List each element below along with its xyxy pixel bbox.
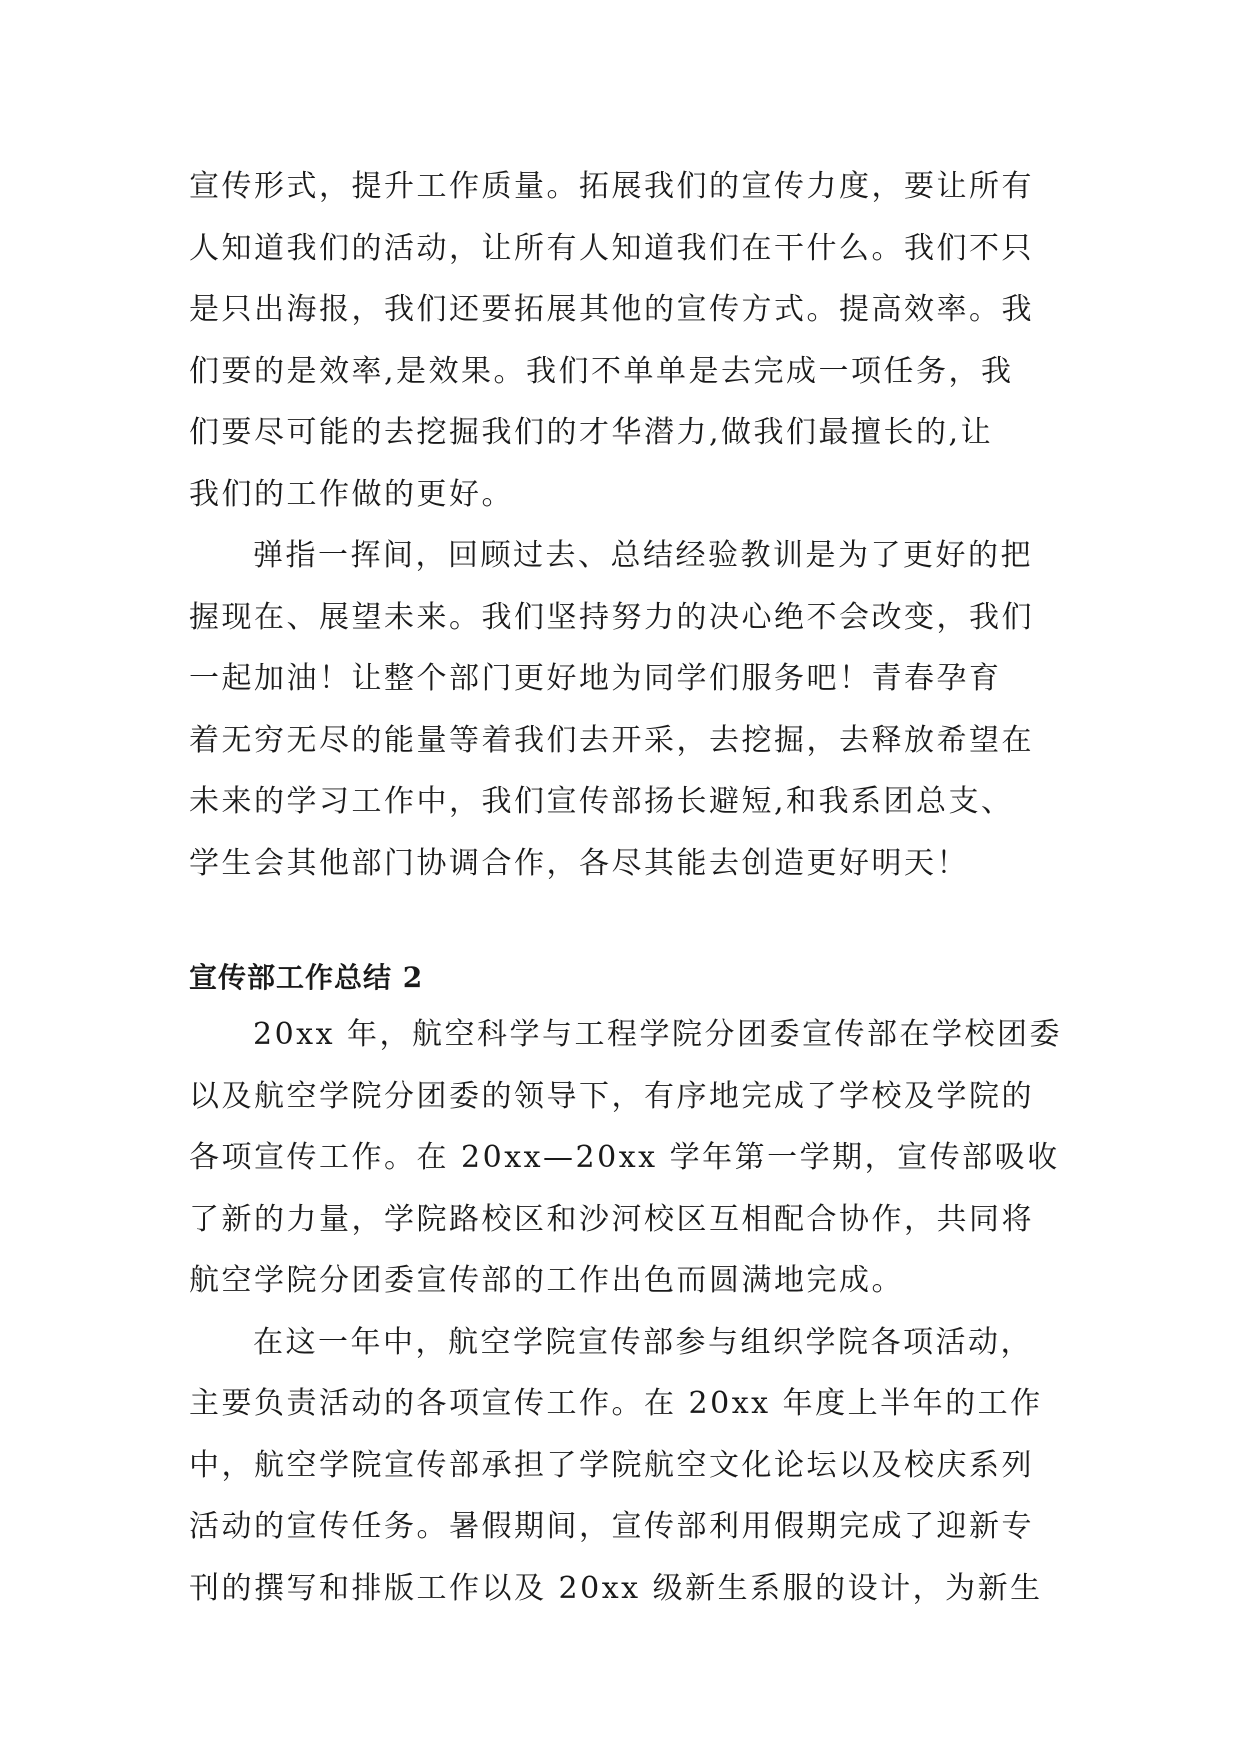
text-line: 握现在、展望未来。我们坚持努力的决心绝不会改变，我们: [189, 599, 1034, 635]
text-line: 弹指一挥间，回顾过去、总结经验教训是为了更好的把: [253, 538, 1033, 573]
text-line: 是只出海报，我们还要拓展其他的宣传方式。提高效率。我: [189, 292, 1034, 327]
text-line: 航空学院分团委宣传部的工作出色而圆满地完成。: [189, 1263, 904, 1298]
text-line: 20xx 年，航空科学与工程学院分团委宣传部在学校团委: [253, 1017, 1063, 1052]
section-paragraph-2: [189, 1312, 1043, 1620]
text-line: 了新的力量，学院路校区和沙河校区互相配合协作，共同将: [189, 1201, 1034, 1237]
text-line: 人知道我们的活动，让所有人知道我们在干什么。我们不只: [189, 230, 1034, 266]
text-line: 在这一年中，航空学院宣传部参与组织学院各项活动，: [253, 1324, 1033, 1360]
text-line: 宣传形式，提升工作质量。拓展我们的宣传力度，要让所有: [189, 169, 1034, 204]
text-line: 主要负责活动的各项宣传工作。在 20xx 年度上半年的工作: [189, 1386, 1043, 1421]
text-line: 中，航空学院宣传部承担了学院航空文化论坛以及校庆系列: [189, 1447, 1034, 1483]
text-line: 我们的工作做的更好。: [189, 476, 514, 512]
text-line: 以及航空学院分团委的领导下，有序地完成了学校及学院的: [189, 1078, 1034, 1114]
text-line: 未来的学习工作中，我们宣传部扬长避短,和我系团总支、: [189, 784, 1014, 819]
paragraph-2: [189, 525, 1039, 894]
text-line: 们要的是效率,是效果。我们不单单是去完成一项任务，我: [189, 353, 1014, 389]
text-line: 学生会其他部门协调合作，各尽其能去创造更好明天！: [189, 845, 969, 881]
text-line: 活动的宣传任务。暑假期间，宣传部利用假期完成了迎新专: [189, 1509, 1034, 1544]
text-line: 各项宣传工作。在 20xx—20xx 学年第一学期，宣传部吸收: [189, 1140, 1060, 1175]
text-line: 刊的撰写和排版工作以及 20xx 级新生系服的设计，为新生: [189, 1570, 1043, 1606]
document-body: [189, 156, 1063, 1619]
text-line: 一起加油！让整个部门更好地为同学们服务吧！青春孕育: [189, 661, 1002, 696]
text-line: 着无穷无尽的能量等着我们去开采，去挖掘，去释放希望在: [189, 722, 1034, 758]
paragraph-1: [189, 156, 1039, 525]
section-title: 宣传部工作总结 2: [189, 961, 424, 994]
paragraph-spacer: [189, 894, 1039, 952]
text-line: 们要尽可能的去挖掘我们的才华潜力,做我们最擅长的,让: [189, 415, 994, 450]
section-paragraph-1: [189, 1004, 1063, 1312]
